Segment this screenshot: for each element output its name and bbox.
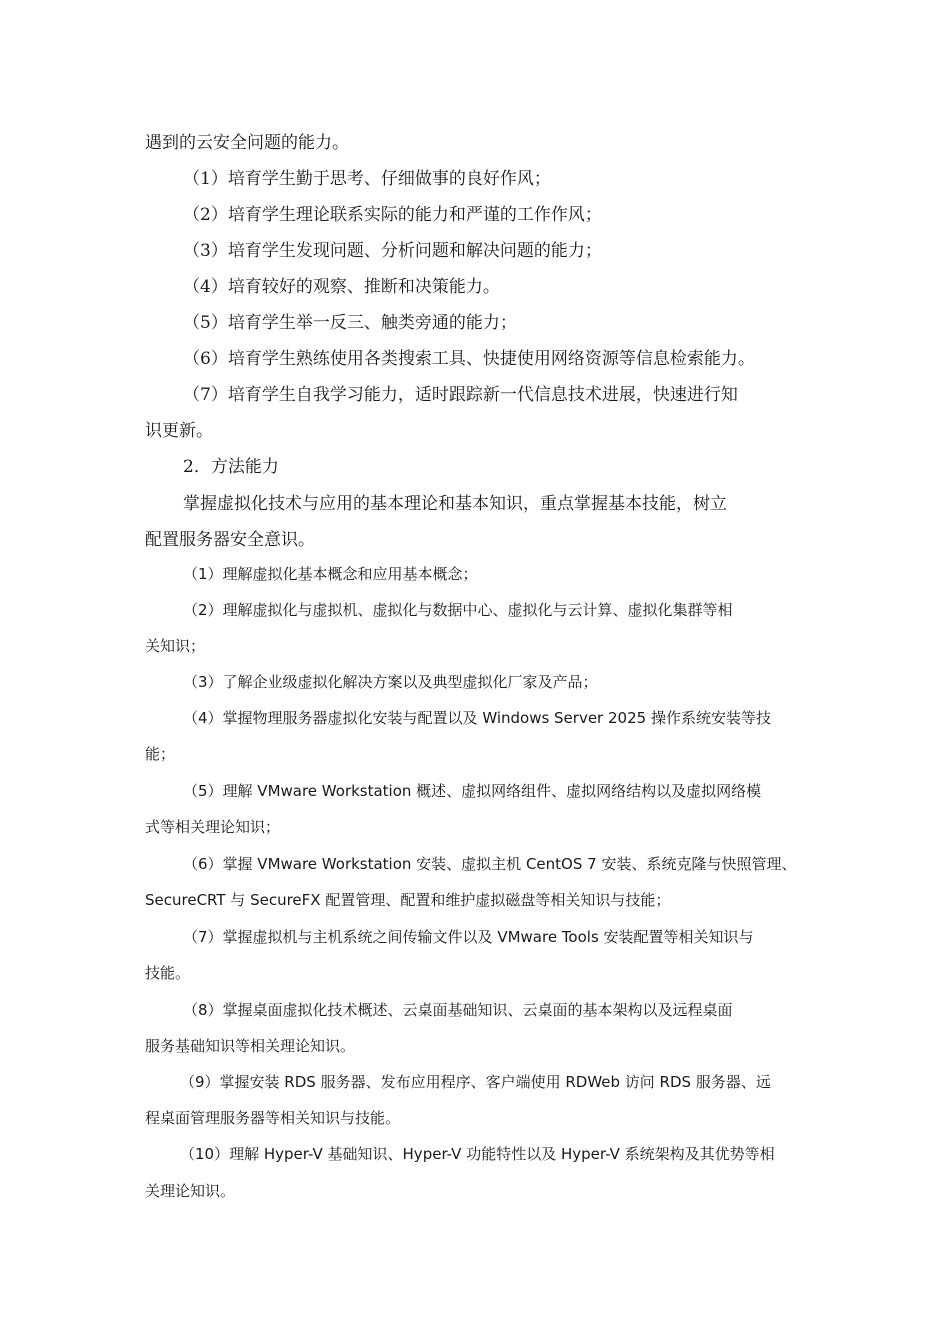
method-item-9-line1: （9）掌握安装 RDS 服务器、发布应用程序、客户端使用 RDWeb 访问 RDS 服务器、远	[180, 1073, 771, 1091]
quality-item-4: （4）培育较好的观察、推断和决策能力。	[183, 277, 500, 297]
method-item-2-line1: （2）理解虚拟化与虚拟机、虚拟化与数据中心、虚拟化与云计算、虚拟化集群等相	[183, 601, 733, 619]
method-item-9-line2: 程桌面管理服务器等相关知识与技能。	[145, 1109, 401, 1127]
method-item-8-line1: （8）掌握桌面虚拟化技术概述、云桌面基础知识、云桌面的基本架构以及远程桌面	[183, 1001, 733, 1019]
quality-item-3: （3）培育学生发现问题、分析问题和解决问题的能力；	[183, 241, 602, 261]
method-item-6-line2: SecureCRT 与 SecureFX 配置管理、配置和维护虚拟磁盘等相关知识与技能；	[145, 891, 671, 909]
method-item-2-line2: 关知识；	[145, 637, 206, 655]
continuation-line: 遇到的云安全问题的能力。	[145, 133, 349, 153]
method-item-7-line1: （7）掌握虚拟机与主机系统之间传输文件以及 VMware Tools 安装配置等相关知识与	[183, 928, 754, 946]
method-item-7-line2: 技能。	[145, 964, 191, 982]
method-item-1: （1）理解虚拟化基本概念和应用基本概念；	[183, 565, 478, 583]
quality-item-2: （2）培育学生理论联系实际的能力和严谨的工作作风；	[183, 205, 602, 225]
quality-item-7-line2: 识更新。	[145, 421, 213, 441]
method-item-5-line2: 式等相关理论知识；	[145, 818, 281, 836]
quality-item-6: （6）培育学生熟练使用各类搜索工具、快捷使用网络资源等信息检索能力。	[183, 349, 755, 369]
method-item-4-line2: 能；	[145, 745, 176, 763]
quality-item-5: （5）培育学生举一反三、触类旁通的能力；	[183, 313, 517, 333]
quality-item-7-line1: （7）培育学生自我学习能力，适时跟踪新一代信息技术进展，快速进行知	[183, 385, 738, 405]
section-intro-line2: 配置服务器安全意识。	[145, 530, 315, 550]
section-heading: 2．方法能力	[183, 457, 279, 477]
method-item-5-line1: （5）理解 VMware Workstation 概述、虚拟网络组件、虚拟网络结构以及虚拟网络模	[183, 782, 762, 800]
method-item-4-line1: （4）掌握物理服务器虚拟化安装与配置以及 Windows Server 2025 操作系统安装等技	[183, 709, 771, 727]
method-item-6-line1: （6）掌握 VMware Workstation 安装、虚拟主机 CentOS 7 安装、系统克隆与快照管理、	[183, 855, 797, 873]
quality-item-1: （1）培育学生勤于思考、仔细做事的良好作风；	[183, 169, 551, 189]
method-item-8-line2: 服务基础知识等相关理论知识。	[145, 1037, 356, 1055]
method-item-3: （3）了解企业级虚拟化解决方案以及典型虚拟化厂家及产品；	[183, 673, 598, 691]
method-item-10-line1: （10）理解 Hyper-V 基础知识、Hyper-V 功能特性以及 Hyper-V 系统架构及其优势等相	[180, 1145, 775, 1163]
method-item-10-line2: 关理论知识。	[145, 1182, 236, 1200]
section-intro-line1: 掌握虚拟化技术与应用的基本理论和基本知识，重点掌握基本技能，树立	[183, 494, 727, 514]
